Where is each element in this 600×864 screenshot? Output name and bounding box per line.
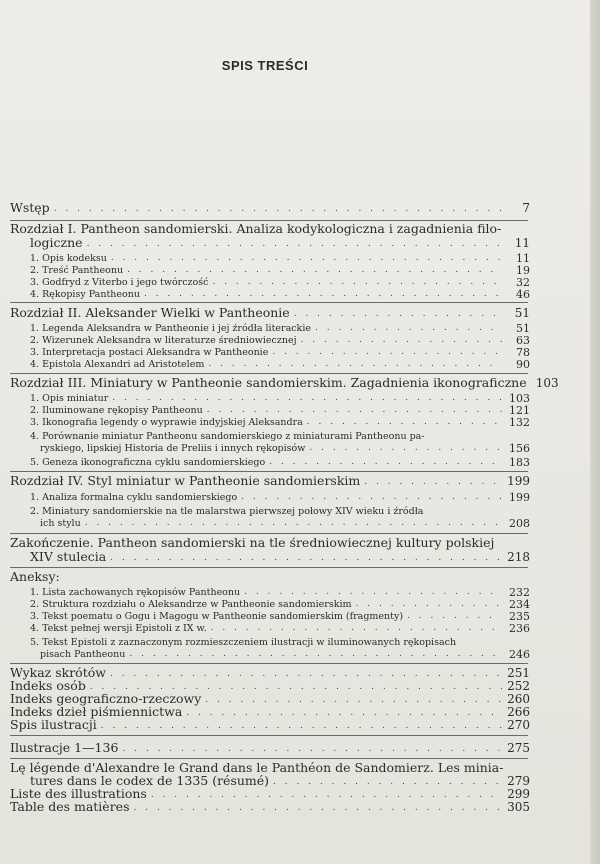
toc-page: 251 xyxy=(507,666,530,680)
toc-page: 7 xyxy=(522,201,530,215)
toc-entry[interactable] xyxy=(10,800,530,814)
leader-dots xyxy=(309,443,502,454)
leader-dots xyxy=(129,649,502,660)
toc-title: Rozdział II. Aleksander Wielki w Pantheonie xyxy=(10,305,290,320)
leader-dots xyxy=(212,277,502,288)
toc-subentry[interactable] xyxy=(10,598,530,610)
toc-subtitle: 3. Tekst poematu o Gogu i Magogu w Pantheonie sandomierskim (fragmenty) xyxy=(30,611,404,622)
divider xyxy=(10,471,528,472)
toc-page: 199 xyxy=(507,474,530,488)
toc-subtitle: 2. Wizerunek Aleksandra w literaturze średniowiecznej xyxy=(30,335,297,346)
toc-page: 78 xyxy=(516,346,530,359)
leader-dots xyxy=(207,405,502,416)
toc-subentry[interactable] xyxy=(10,358,530,370)
toc-page: 266 xyxy=(507,705,530,719)
toc-subentry-cont xyxy=(10,648,530,660)
leader-dots xyxy=(87,239,502,250)
toc-title: Ilustracje 1—136 xyxy=(10,740,119,755)
toc-entry-chapter-1-cont xyxy=(10,236,530,250)
toc-subentry[interactable] xyxy=(10,505,530,517)
toc-title-cont: tures dans le codex de 1335 (résumé) xyxy=(30,773,270,788)
divider xyxy=(10,663,528,664)
toc-subtitle: 3. Interpretacja postaci Aleksandra w Pantheonie xyxy=(30,347,269,358)
toc-page: 156 xyxy=(509,442,530,455)
toc-subtitle: 2. Iluminowane rękopisy Pantheonu xyxy=(30,405,203,416)
toc-title: Indeks dzieł piśmiennictwa xyxy=(10,704,183,719)
toc-title: Aneksy: xyxy=(10,569,60,584)
toc-page: 199 xyxy=(509,491,530,504)
toc-title: Spis ilustracji xyxy=(10,717,97,732)
toc-subentry[interactable] xyxy=(10,334,530,346)
toc-entry-illustrations[interactable] xyxy=(10,741,530,755)
toc-subentry[interactable] xyxy=(10,622,530,634)
toc-subentry[interactable] xyxy=(10,264,530,276)
leader-dots xyxy=(127,265,502,276)
toc-subtitle: 4. Epistola Alexandri ad Aristotelem xyxy=(30,359,205,370)
toc-subtitle: 1. Lista zachowanych rękopisów Pantheonu xyxy=(30,587,241,598)
leader-dots xyxy=(54,204,502,215)
leader-dots xyxy=(307,417,502,428)
toc-entry-index[interactable] xyxy=(10,718,530,732)
divider xyxy=(10,373,528,374)
leader-dots xyxy=(301,335,502,346)
leader-dots xyxy=(364,477,502,488)
toc-title: Wykaz skrótów xyxy=(10,665,106,680)
toc-title: Liste des illustrations xyxy=(10,786,147,801)
toc-subtitle: 1. Opis kodeksu xyxy=(30,253,107,264)
toc-page: 183 xyxy=(509,456,530,469)
toc-entry-chapter-1[interactable] xyxy=(10,222,530,236)
toc-subentry[interactable] xyxy=(10,636,530,648)
leader-dots xyxy=(315,323,502,334)
leader-dots xyxy=(85,518,502,529)
toc-subentry[interactable] xyxy=(10,288,530,300)
toc-page: 63 xyxy=(516,334,530,347)
toc-page: 234 xyxy=(509,598,530,611)
toc-subtitle: 3. Godfryd z Viterbo i jego twórczość xyxy=(30,277,209,288)
toc-entry-chapter-3[interactable] xyxy=(10,375,559,390)
toc-subentry[interactable] xyxy=(10,456,530,468)
toc-subtitle: 1. Analiza formalna cyklu sandomierskiego xyxy=(30,492,238,503)
toc-page: 275 xyxy=(507,741,530,755)
toc-page: 19 xyxy=(516,264,530,277)
toc-subentry[interactable] xyxy=(10,430,530,442)
toc-subtitle: 1. Opis miniatur xyxy=(30,393,109,404)
toc-title: Wstęp xyxy=(10,200,50,215)
toc-subtitle: 2. Treść Pantheonu xyxy=(30,265,124,276)
toc-page: 236 xyxy=(509,622,530,635)
toc-entry-conclusion[interactable] xyxy=(10,536,530,550)
leader-dots xyxy=(122,744,502,755)
toc-title: Table des matières xyxy=(10,799,130,814)
toc-page: 218 xyxy=(507,550,530,564)
leader-dots xyxy=(241,492,502,503)
toc-page: 305 xyxy=(507,800,530,814)
toc-page: 270 xyxy=(507,718,530,732)
toc-page: 260 xyxy=(507,692,530,706)
toc-title: Rozdział IV. Styl miniatur w Pantheonie sandomierskim xyxy=(10,473,361,488)
toc-title-cont: logiczne xyxy=(30,235,83,250)
toc-title: Indeks osób xyxy=(10,678,86,693)
page-title: SPIS TREŚCI xyxy=(221,58,309,73)
leader-dots xyxy=(208,359,502,370)
toc-subentry[interactable] xyxy=(10,491,530,503)
toc-subentry[interactable] xyxy=(10,252,530,264)
toc-subtitle: 5. Geneza ikonograficzna cyklu sandomierskiego xyxy=(30,457,266,468)
toc-subtitle: 4. Rękopisy Pantheonu xyxy=(30,289,140,300)
toc-page: 232 xyxy=(509,586,530,599)
toc-entry-wstep[interactable] xyxy=(10,201,530,215)
divider xyxy=(10,302,528,303)
toc-page: 235 xyxy=(509,610,530,623)
leader-dots xyxy=(111,253,502,264)
leader-dots xyxy=(294,309,502,320)
toc-entry-chapter-2[interactable] xyxy=(10,306,530,320)
toc-subentry[interactable] xyxy=(10,404,530,416)
toc-page: 90 xyxy=(516,358,530,371)
toc-subentry[interactable] xyxy=(10,322,530,334)
leader-dots xyxy=(110,553,502,564)
divider xyxy=(10,533,528,534)
toc-page: 132 xyxy=(509,416,530,429)
toc-subentry[interactable] xyxy=(10,610,530,622)
toc-title: Zakończenie. Pantheon sandomierski na tle średniowiecznej kultury polskiej xyxy=(10,535,495,550)
toc-page: 103 xyxy=(509,392,530,405)
toc-entry-conclusion-cont xyxy=(10,550,530,564)
toc-subentry[interactable] xyxy=(10,346,530,358)
divider xyxy=(10,567,528,568)
toc-subentry[interactable] xyxy=(10,586,530,598)
leader-dots xyxy=(144,289,502,300)
toc-page: 51 xyxy=(516,322,530,335)
toc-entry-annexes[interactable] xyxy=(10,570,530,584)
toc-subtitle-cont: ich stylu xyxy=(40,518,81,529)
toc-page: 11 xyxy=(516,252,530,265)
toc-title: Rozdział I. Pantheon sandomierski. Analiza kodykologiczna i zagadnienia filo- xyxy=(10,221,502,236)
toc-page: 252 xyxy=(507,679,530,693)
toc-page: 299 xyxy=(507,787,530,801)
toc-subentry-cont xyxy=(10,442,530,454)
toc-title: Indeks geograficzno-rzeczowy xyxy=(10,691,202,706)
leader-dots xyxy=(101,721,502,732)
toc-subtitle: 5. Tekst Epistoli z zaznaczonym rozmieszczeniem ilustracji w iluminowanych rękopisach xyxy=(30,637,457,648)
toc-page: 208 xyxy=(509,517,530,530)
toc-subentry[interactable] xyxy=(10,276,530,288)
toc-subtitle-cont: ryskiego, lipskiej Historia de Preliis i innych rękopisów xyxy=(40,443,306,454)
toc-page: 246 xyxy=(509,648,530,661)
toc-title: Rozdział III. Miniatury w Pantheonie sandomierskim. Zagadnienia ikonograficzne xyxy=(10,375,527,390)
toc-subentry[interactable] xyxy=(10,392,530,404)
toc-subtitle: 3. Ikonografia legendy o wyprawie indyjskiej Aleksandra xyxy=(30,417,303,428)
toc-subtitle: 4. Tekst pełnej wersji Epistoli z IX w. xyxy=(30,623,207,634)
toc-subentry[interactable] xyxy=(10,416,530,428)
toc-page: 121 xyxy=(509,404,530,417)
toc-page: 46 xyxy=(516,288,530,301)
leader-dots xyxy=(407,611,502,622)
toc-page: 103 xyxy=(535,376,559,390)
toc-entry-chapter-4[interactable] xyxy=(10,474,530,488)
page-edge xyxy=(590,0,600,864)
leader-dots xyxy=(134,803,503,814)
toc-title-cont: XIV stulecia xyxy=(30,549,107,564)
toc-page: 11 xyxy=(514,236,530,250)
toc-page: 51 xyxy=(514,306,530,320)
divider xyxy=(10,735,528,736)
toc-subtitle: 1. Legenda Aleksandra w Pantheonie i jej źródła literackie xyxy=(30,323,311,334)
toc-subtitle: 2. Miniatury sandomierskie na tle malarstwa pierwszej połowy XIV wieku i źródła xyxy=(30,506,424,517)
toc-page: 279 xyxy=(507,774,530,788)
toc-subtitle: 4. Porównanie miniatur Pantheonu sandomierskiego z miniaturami Pantheonu pa- xyxy=(30,431,425,442)
toc-entry-index[interactable] xyxy=(10,666,530,680)
leader-dots xyxy=(356,599,502,610)
toc-subentry-cont xyxy=(10,517,530,529)
leader-dots xyxy=(211,623,502,634)
divider xyxy=(10,758,528,759)
toc-subtitle: 2. Struktura rozdziału o Aleksandrze w Pantheonie sandomierskim xyxy=(30,599,352,610)
leader-dots xyxy=(272,347,502,358)
toc-subtitle-cont: pisach Pantheonu xyxy=(40,649,126,660)
leader-dots xyxy=(112,393,502,404)
toc-title: Lę légende d'Alexandre le Grand dans le Panthéon de Sandomierz. Les minia- xyxy=(10,760,504,775)
toc-page: 32 xyxy=(516,276,530,289)
leader-dots xyxy=(244,587,502,598)
leader-dots xyxy=(269,457,502,468)
